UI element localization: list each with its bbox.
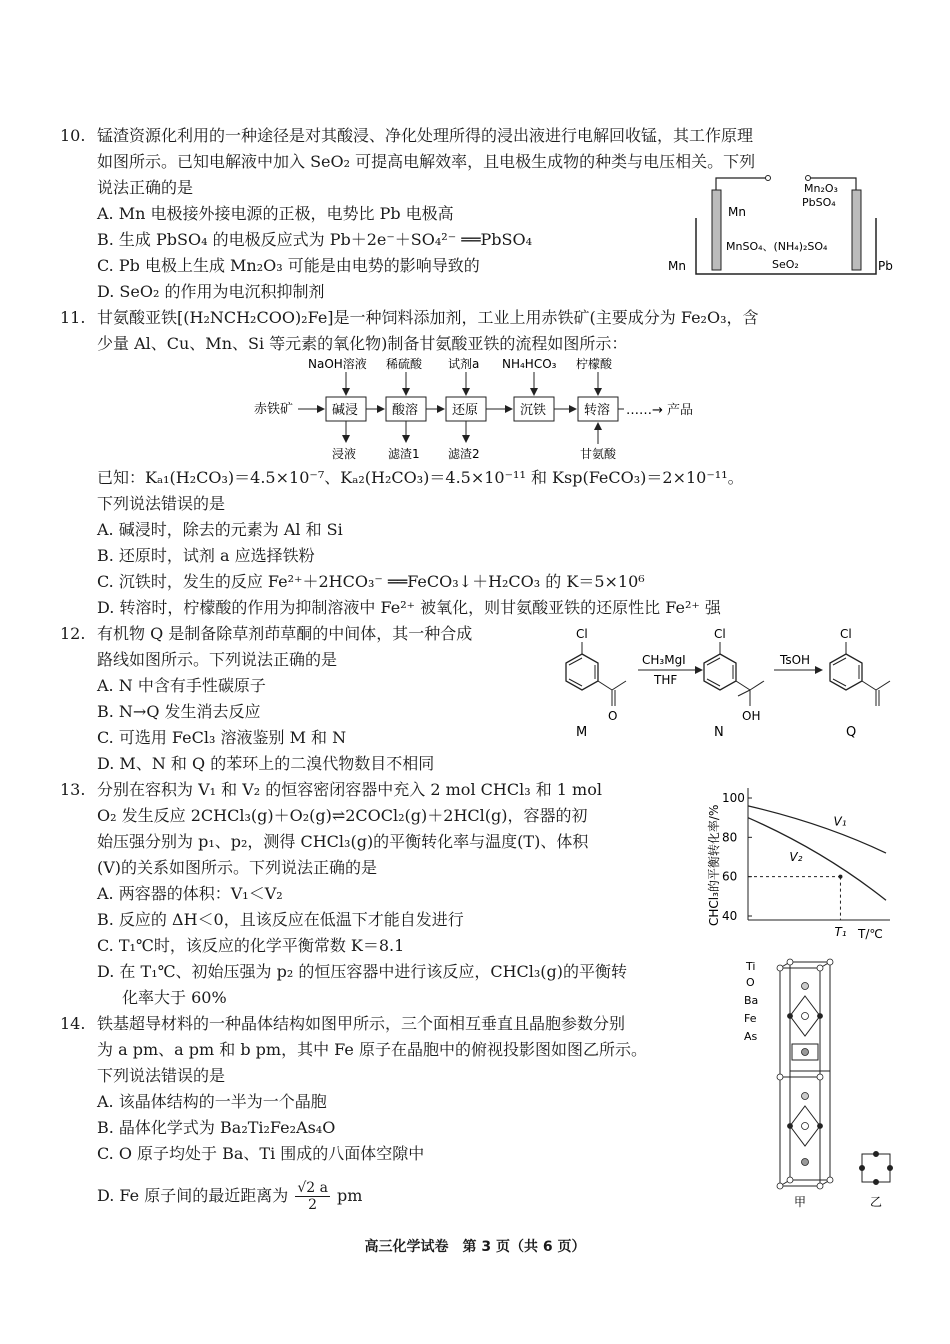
- label-yi: 乙: [870, 1195, 883, 1209]
- q14-stem-line-1: 铁基超导材料的一种晶体结构如图甲所示，三个面相互垂直且晶胞参数分别: [97, 1014, 626, 1033]
- q11-option-a: A. 碱浸时，除去的元素为 Al 和 Si: [97, 520, 343, 539]
- q13-option-d-cont: 化率大于 60%: [122, 988, 227, 1007]
- q12-number: 12.: [60, 624, 86, 643]
- q13-number: 13.: [60, 780, 86, 799]
- distance-fraction: [295, 1180, 330, 1213]
- x-tick-t1: T₁: [834, 925, 847, 939]
- q11-stem-line-1: 甘氨酸亚铁[(H₂NCH₂COO)₂Fe]是一种饲料添加剂，工业上用赤铁矿(主要成分为 Fe₂O₃，含: [97, 308, 759, 327]
- q11-option-c: C. 沉铁时，发生的反应 Fe²⁺＋2HCO₃⁻ ══FeCO₃↓＋H₂CO₃ 的 K＝5×10⁶: [97, 572, 645, 591]
- q10-option-b: B. 生成 PbSO₄ 的电极反应式为 Pb＋2e⁻＋SO₄²⁻ ══PbSO₄: [97, 230, 532, 249]
- q14-option-b: B. 晶体化学式为 Ba₂Ti₂Fe₂As₄O: [97, 1118, 336, 1137]
- process-flow-diagram: [240, 354, 760, 464]
- projection-yi: [860, 1152, 893, 1185]
- q14-option-d: [97, 1180, 362, 1213]
- series-v2-line: [748, 818, 886, 901]
- q13-option-a: A. 两容器的体积：V₁＜V₂: [97, 884, 283, 903]
- y-tick-80: 80: [722, 830, 738, 845]
- q13-option-c: C. T₁℃时，该反应的化学平衡常数 K＝8.1: [97, 936, 405, 955]
- series-v1-label: V₁: [833, 814, 847, 829]
- conversion-chart: [700, 778, 900, 944]
- q14-option-d-prefix: D. Fe 原子间的最近距离为: [97, 1186, 289, 1205]
- flow-step-3: 还原: [452, 403, 479, 418]
- q14-stem-line-3: 下列说法错误的是: [97, 1066, 226, 1085]
- output-1: 浸液: [332, 447, 357, 461]
- q14-option-a: A. 该晶体结构的一半为一个晶胞: [97, 1092, 327, 1111]
- label-q: Q: [846, 725, 857, 740]
- q12-option-c: C. 可选用 FeCl₃ 溶液鉴别 M 和 N: [97, 728, 347, 747]
- q10-option-d: D. SeO₂ 的作用为电沉积抑制剂: [97, 282, 325, 301]
- bottom-input: 甘氨酸: [580, 447, 617, 461]
- pb-right-label: Pb: [878, 259, 893, 273]
- reagent-thf: THF: [654, 673, 678, 687]
- output-2: 滤渣1: [388, 447, 420, 461]
- atoms-jia: [777, 959, 833, 1189]
- q10-option-a: A. Mn 电极接外接电源的正极，电势比 Pb 电极高: [97, 204, 454, 223]
- product-pbso4: PbSO₄: [802, 196, 836, 209]
- legend-as: As: [744, 1030, 758, 1043]
- q12-option-d: D. M、N 和 Q 的苯环上的二溴代物数目不相同: [97, 754, 435, 773]
- additive-label: SeO₂: [772, 258, 799, 271]
- m-cl: Cl: [576, 627, 588, 641]
- q14-number: 14.: [60, 1014, 86, 1033]
- m-oxygen: O: [608, 709, 618, 723]
- fraction-numerator: √2 a: [297, 1180, 328, 1196]
- q11-ask: 下列说法错误的是: [97, 494, 226, 513]
- q11-stem-line-2: 少量 Al、Cu、Mn、Si 等元素的氧化物)制备甘氨酸亚铁的流程如图所示：: [97, 334, 628, 353]
- reagent-3: 试剂a: [448, 357, 480, 371]
- flow-end: ……→ 产品: [626, 403, 694, 418]
- mn-electrode-label: Mn: [728, 205, 746, 219]
- q10-stem-line-2: 如图所示。已知电解液中加入 SeO₂ 可提高电解效率，且电极生成物的种类与电压相关。下列: [97, 152, 756, 171]
- series-v1-line: [748, 806, 886, 853]
- q14-option-d-suffix: pm: [337, 1186, 363, 1205]
- q13-option-d: D. 在 T₁℃、初始压强为 p₂ 的恒压容器中进行该反应，CHCl₃(g)的平衡转: [97, 962, 628, 981]
- reagent-1: NaOH溶液: [308, 357, 367, 371]
- q11-number: 11.: [60, 308, 86, 327]
- reagent-tsoh: TsOH: [780, 653, 811, 667]
- q14-option-c: C. O 原子均处于 Ba、Ti 围成的八面体空隙中: [97, 1144, 425, 1163]
- flow-step-1: 碱浸: [332, 403, 359, 418]
- n-hydroxyl: OH: [742, 709, 761, 723]
- q-cl: Cl: [840, 627, 852, 641]
- legend-ti: Ti: [746, 960, 756, 973]
- mn-left-label: Mn: [668, 259, 686, 273]
- q13-stem-line-3: 始压强分别为 p₁、p₂，测得 CHCl₃(g)的平衡转化率与温度(T)、体积: [97, 832, 589, 851]
- q12-stem-line-1: 有机物 Q 是制备除草剂茚草酮的中间体，其一种合成: [97, 624, 473, 643]
- y-tick-60: 60: [722, 869, 738, 884]
- q12-option-a: A. N 中含有手性碳原子: [97, 676, 266, 695]
- q13-stem-line-4: (V)的关系如图所示。下列说法正确的是: [97, 858, 378, 877]
- output-3: 滤渣2: [448, 447, 480, 461]
- molecule-n: [704, 627, 764, 740]
- y-tick-40: 40: [722, 909, 738, 923]
- reagent-4: NH₄HCO₃: [502, 357, 557, 371]
- label-jia: 甲: [794, 1195, 807, 1209]
- q12-option-b: B. N→Q 发生消去反应: [97, 702, 261, 721]
- q13-option-b: B. 反应的 ΔH＜0，且该反应在低温下才能自发进行: [97, 910, 464, 929]
- legend-ba: Ba: [744, 994, 759, 1007]
- q10-stem-line-1: 锰渣资源化利用的一种途径是对其酸浸、净化处理所得的浸出液进行电解回收锰，其工作原理: [97, 126, 754, 145]
- product-mn2o3: Mn₂O₃: [804, 182, 838, 195]
- crystal-structure-figure: [740, 956, 920, 1212]
- flow-step-4: 沉铁: [520, 403, 547, 418]
- electrolysis-cell-figure: [668, 170, 900, 282]
- unit-cell-jia: [780, 962, 830, 1186]
- reagent-2: 稀硫酸: [386, 357, 423, 371]
- flow-step-2: 酸溶: [392, 403, 419, 418]
- q13-stem-line-2: O₂ 发生反应 2CHCl₃(g)＋O₂(g)⇌2COCl₂(g)＋2HCl(g)，容器的初: [97, 806, 588, 825]
- flow-start: 赤铁矿: [254, 402, 294, 417]
- y-tick-100: 100: [722, 791, 745, 805]
- q13-stem-line-1: 分别在容积为 V₁ 和 V₂ 的恒容密闭容器中充入 2 mol CHCl₃ 和 1 mol: [97, 780, 602, 799]
- label-n: N: [714, 725, 724, 740]
- q10-option-c: C. Pb 电极上生成 Mn₂O₃ 可能是由电势的影响导致的: [97, 256, 480, 275]
- q11-option-d: D. 转溶时，柠檬酸的作用为抑制溶液中 Fe²⁺ 被氧化，则甘氨酸亚铁的还原性比 Fe²⁺ 强: [97, 598, 721, 617]
- q11-option-b: B. 还原时，试剂 a 应选择铁粉: [97, 546, 315, 565]
- molecule-q: [830, 627, 890, 740]
- q14-stem-line-2: 为 a pm、a pm 和 b pm，其中 Fe 原子在晶胞中的俯视投影图如图乙所示。: [97, 1040, 647, 1059]
- chart-xlabel: T/℃: [858, 927, 883, 941]
- series-v2-label: V₂: [789, 850, 803, 865]
- marked-point: [838, 875, 842, 879]
- molecule-m: [566, 627, 626, 740]
- q11-known: 已知：Kₐ₁(H₂CO₃)＝4.5×10⁻⁷、Kₐ₂(H₂CO₃)＝4.5×10⁻¹¹ 和 Ksp(FeCO₃)＝2×10⁻¹¹。: [97, 468, 744, 487]
- label-m: M: [576, 725, 588, 740]
- legend-fe: Fe: [744, 1012, 757, 1025]
- legend-o: O: [746, 976, 755, 989]
- chart-ylabel: CHCl₃的平衡转化率/%: [707, 804, 721, 926]
- flow-step-5: 转溶: [584, 403, 611, 418]
- n-cl: Cl: [714, 627, 726, 641]
- q12-stem-line-2: 路线如图所示。下列说法正确的是: [97, 650, 338, 669]
- q10-stem-line-3: 说法正确的是: [97, 178, 194, 197]
- page-footer: 高三化学试卷 第 3 页（共 6 页）: [364, 1239, 586, 1255]
- solution-label: MnSO₄、(NH₄)₂SO₄: [726, 240, 828, 253]
- q10-number: 10.: [60, 126, 86, 145]
- reagent-5: 柠檬酸: [576, 357, 613, 371]
- fraction-denominator: 2: [308, 1197, 318, 1213]
- reagent-ch3mgi: CH₃MgI: [642, 653, 686, 667]
- synthesis-route-figure: [552, 620, 902, 744]
